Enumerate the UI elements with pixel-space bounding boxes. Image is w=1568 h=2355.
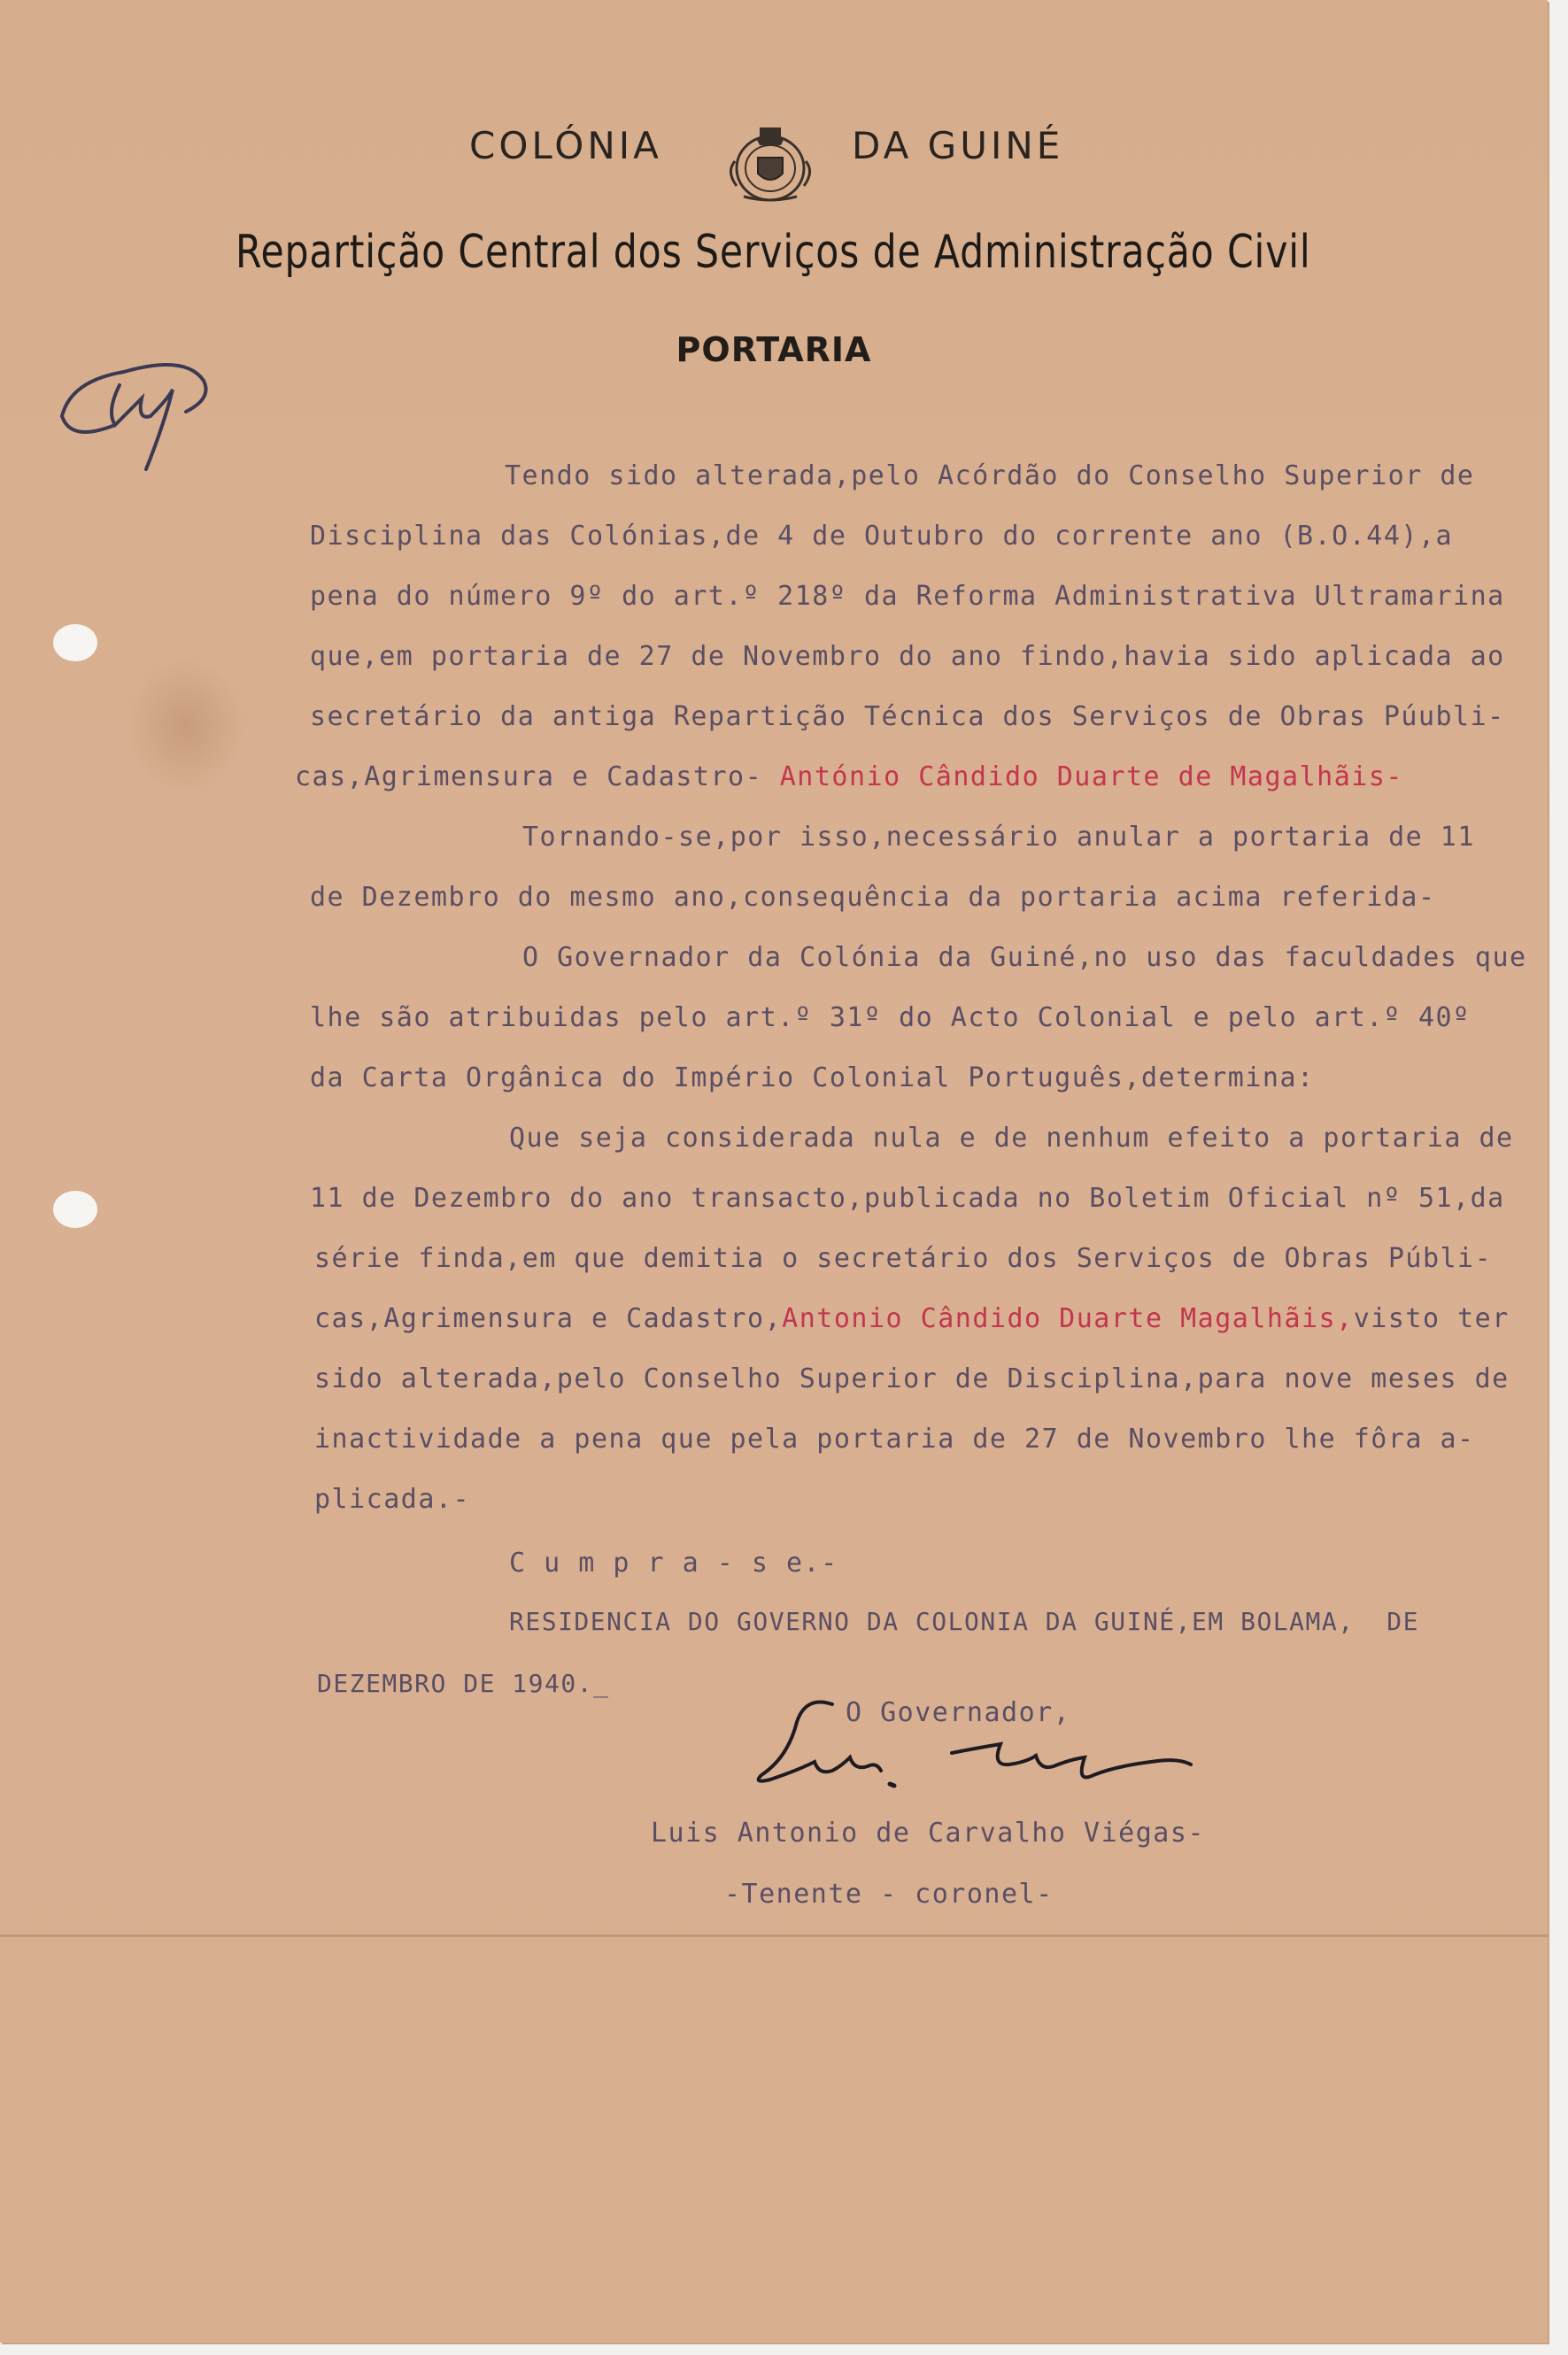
body-text-segment: cas,Agrimensura e Cadastro, <box>314 1303 783 1334</box>
body-line: 11 de Dezembro do ano transacto,publicada no Boletim Oficial nº 51,da <box>310 1183 1505 1214</box>
signatory-name: Luis Antonio de Carvalho Viégas- <box>651 1818 1205 1849</box>
body-line: lhe são atribuidas pelo art.º 31º do Acto Colonial e pelo art.º 40º <box>310 1002 1471 1033</box>
department-heading: Repartição Central dos Serviços de Administração Civil <box>235 226 1311 279</box>
signatory-title: O Governador, <box>846 1697 1071 1728</box>
body-line: de Dezembro do mesmo ano,consequência da portaria acima referida- <box>310 882 1436 913</box>
signatory-rank: -Tenente - coronel- <box>724 1879 1054 1910</box>
closing-formula: C u m p r a - s e.- <box>509 1548 838 1579</box>
body-line: secretário da antiga Repartição Técnica dos Serviços de Obras Púubli- <box>310 701 1505 732</box>
body-text-segment: cas,Agrimensura e Cadastro- <box>295 761 763 792</box>
body-line: Tendo sido alterada,pelo Acórdão do Conselho Superior de <box>505 460 1475 491</box>
body-line: Disciplina das Colónias,de 4 de Outubro do corrente ano (B.O.44),a <box>310 521 1454 552</box>
letterhead-colony: COLÓNIA <box>469 124 662 167</box>
residence-line: RESIDENCIA DO GOVERNO DA COLONIA DA GUINÉ,EM BOLAMA, DE <box>509 1607 1420 1636</box>
body-line: da Carta Orgânica do Império Colonial Português,determina: <box>310 1062 1315 1093</box>
body-line: Que seja considerada nula e de nenhum efeito a portaria de <box>509 1123 1514 1154</box>
body-text-segment: visto ter <box>1353 1303 1510 1334</box>
red-name-segment: António Cândido Duarte de Magalhãis- <box>779 761 1403 792</box>
body-line: plicada.- <box>314 1484 471 1515</box>
handwritten-signature-icon <box>735 1687 1204 1811</box>
letterhead-place: DA GUINÉ <box>852 124 1064 167</box>
body-line <box>314 1303 1510 1334</box>
body-line: O Governador da Colónia da Guiné,no uso das faculdades que <box>522 942 1527 973</box>
body-line: que,em portaria de 27 de Novembro do ano findo,havia sido aplicada ao <box>310 641 1505 672</box>
body-line <box>295 761 1403 792</box>
document-type-title: PORTARIA <box>676 330 872 369</box>
body-line: série finda,em que demitia o secretário dos Serviços de Obras Públi- <box>314 1243 1493 1274</box>
body-line: inactividade a pena que pela portaria de 27 de Novembro lhe fôra a- <box>314 1424 1475 1455</box>
body-line: pena do número 9º do art.º 218º da Reforma Administrativa Ultramarina <box>310 581 1505 612</box>
red-name-segment: Antonio Cândido Duarte Magalhãis, <box>782 1303 1354 1334</box>
body-line: Tornando-se,por isso,necessário anular a portaria de 11 <box>522 822 1475 853</box>
body-line: sido alterada,pelo Conselho Superior de Disciplina,para nove meses de <box>314 1363 1510 1394</box>
date-line: DEZEMBRO DE 1940._ <box>317 1669 610 1698</box>
